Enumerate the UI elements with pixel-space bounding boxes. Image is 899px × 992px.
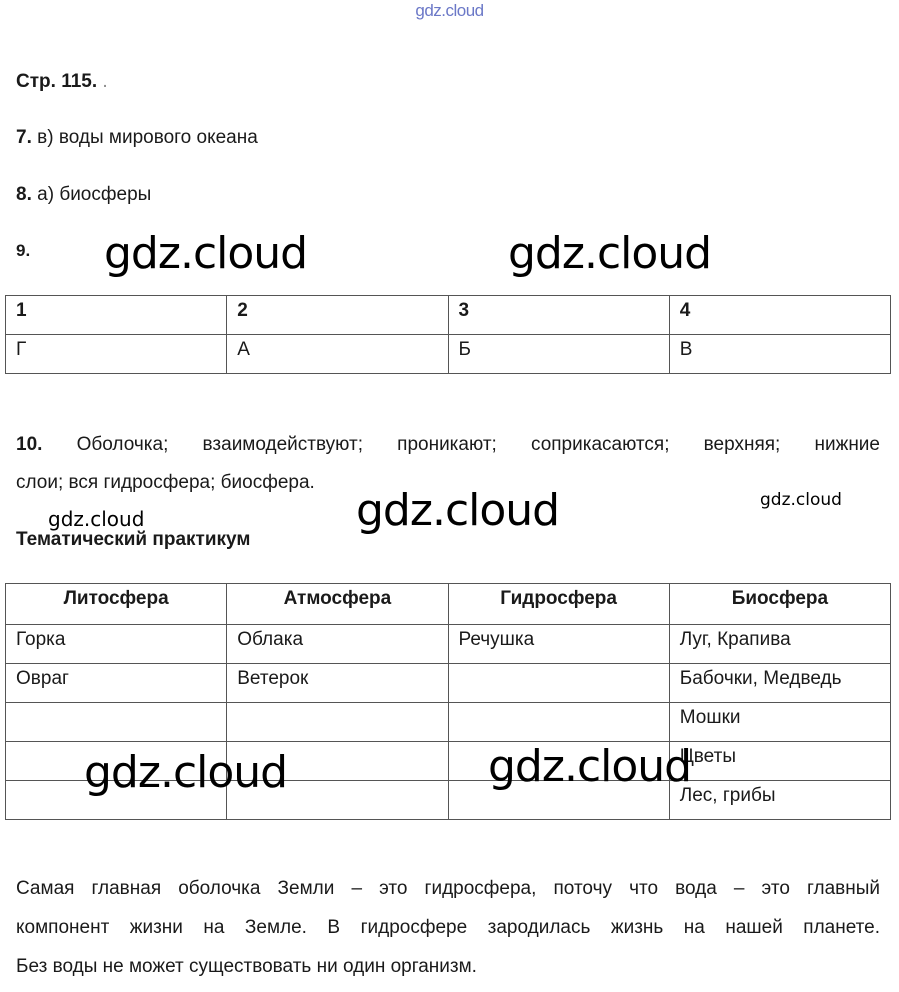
page-heading: Стр. 115. .	[16, 71, 108, 92]
table-header-row	[6, 584, 891, 625]
column-header: Гидросфера	[448, 584, 669, 625]
table-row	[6, 625, 891, 664]
watermark: gdz.cloud	[488, 741, 692, 792]
table-cell: Бабочки, Медведь	[669, 664, 890, 703]
table-cell: Цветы	[669, 742, 890, 781]
conclusion-line-3: Без воды не может существовать ни один организм.	[16, 956, 477, 977]
table-row	[6, 664, 891, 703]
conclusion-line-1: Самая главная оболочка Земли – это гидросфера, поточу что вода – это главный	[16, 878, 880, 899]
answer-8	[16, 184, 151, 206]
column-header: Биосфера	[669, 584, 890, 625]
table-cell: А	[227, 335, 448, 374]
table-9	[5, 295, 891, 374]
watermark: gdz.cloud	[356, 485, 560, 536]
table-cell: 3	[448, 296, 669, 335]
column-header: Атмосфера	[227, 584, 448, 625]
table-row	[6, 335, 891, 374]
table-cell: 4	[669, 296, 890, 335]
watermark: gdz.cloud	[104, 228, 308, 279]
table-cell: 1	[6, 296, 227, 335]
answer-text: в) воды мирового океана	[37, 127, 258, 148]
watermark: gdz.cloud	[48, 507, 145, 531]
answer-10-line-1: 10. Оболочка; взаимодействуют; проникают; соприкасаются; верхняя; нижние	[16, 434, 880, 455]
table-cell: Овраг	[6, 664, 227, 703]
table-cell	[448, 703, 669, 742]
practicum-title: Тематический практикум	[16, 529, 251, 550]
table-cell: Облака	[227, 625, 448, 664]
table-cell: В	[669, 335, 890, 374]
answer-number: 9.	[16, 241, 31, 260]
answer-7	[16, 127, 258, 149]
answer-10-line-2: слои; вся гидросфера; биосфера.	[16, 472, 315, 493]
table-cell: Луг, Крапива	[669, 625, 890, 664]
table-cell: Мошки	[669, 703, 890, 742]
table-cell: Б	[448, 335, 669, 374]
table-cell	[448, 664, 669, 703]
conclusion-line-2: компонент жизни на Земле. В гидросфере зародилась жизнь на нашей планете.	[16, 917, 880, 938]
table-cell: Ветерок	[227, 664, 448, 703]
table-cell: Горка	[6, 625, 227, 664]
table-row	[6, 296, 891, 335]
table-cell	[227, 703, 448, 742]
table-cell: Лес, грибы	[669, 781, 890, 820]
watermark-top: gdz.cloud	[415, 1, 484, 20]
table-cell	[6, 703, 227, 742]
answer-number: 8.	[16, 184, 32, 205]
table-cell: Г	[6, 335, 227, 374]
table-row	[6, 703, 891, 742]
answer-text: а) биосферы	[37, 184, 152, 205]
answer-number: 7.	[16, 127, 32, 148]
table-cell: Речушка	[448, 625, 669, 664]
answer-9	[16, 241, 30, 261]
watermark: gdz.cloud	[760, 490, 842, 510]
watermark: gdz.cloud	[84, 747, 288, 798]
column-header: Литосфера	[6, 584, 227, 625]
watermark: gdz.cloud	[508, 228, 712, 279]
table-cell: 2	[227, 296, 448, 335]
